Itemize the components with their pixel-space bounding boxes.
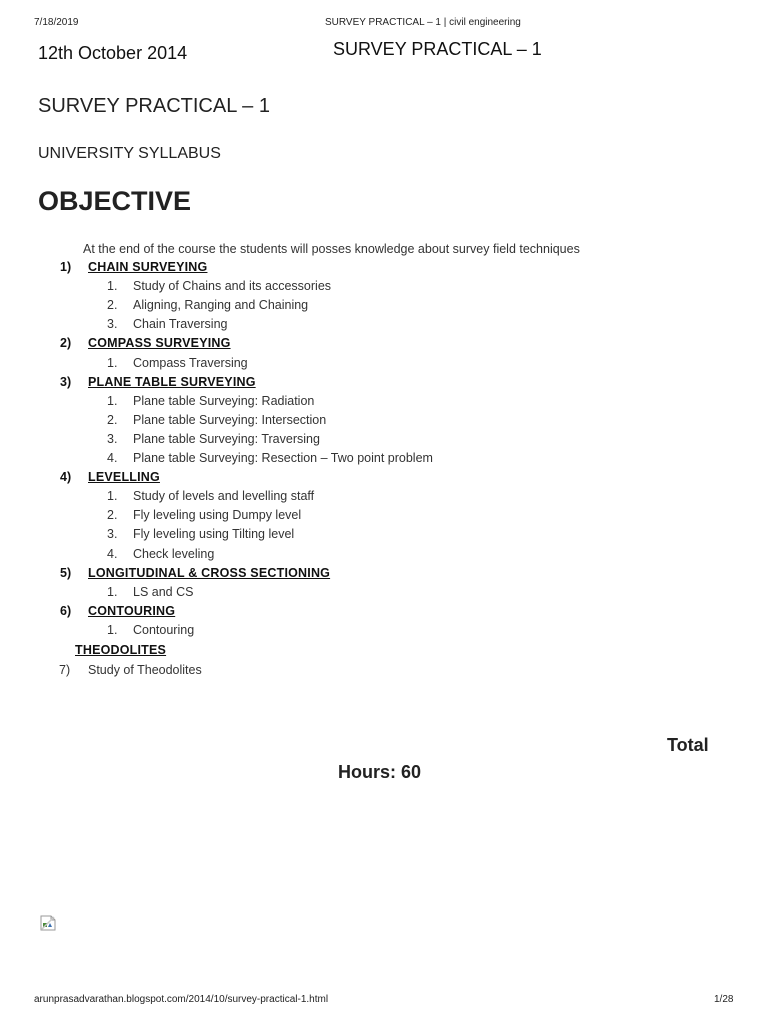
section-title: PLANE TABLE SURVEYING	[88, 374, 256, 389]
subitem-number: 1.	[107, 489, 118, 504]
section-title: CONTOURING	[88, 603, 176, 618]
subitem-number: 4.	[107, 546, 118, 561]
objective-heading: OBJECTIVE	[38, 186, 192, 216]
subitem-number: 1.	[107, 355, 118, 370]
section-number: 1)	[60, 260, 72, 274]
subitem-text: Fly leveling using Dumpy level	[133, 508, 302, 523]
section-number: 2)	[60, 336, 72, 351]
post-date: 12th October 2014	[38, 43, 188, 63]
subitem-number: 2.	[107, 508, 118, 523]
subitem-text: Plane table Surveying: Radiation	[133, 393, 315, 408]
theodolites-item: Study of Theodolites	[88, 663, 202, 677]
theodolites-heading: THEODOLITES	[75, 643, 167, 657]
subitem-text: Aligning, Ranging and Chaining	[133, 298, 309, 313]
subitem-number: 2.	[107, 298, 118, 313]
page-subtitle: UNIVERSITY SYLLABUS	[38, 145, 221, 162]
subitem-number: 4.	[107, 451, 118, 465]
subitem-number: 2.	[107, 412, 118, 427]
subitem-text: Plane table Surveying: Resection – Two point problem	[133, 451, 433, 465]
subitem-number: 1.	[107, 584, 118, 599]
footer-page-number: 1/28	[714, 994, 734, 1005]
print-title: SURVEY PRACTICAL – 1 | civil engineering	[325, 17, 521, 28]
subitem-number: 3.	[107, 431, 118, 446]
section-title: COMPASS SURVEYING	[88, 336, 231, 351]
section-number: 3)	[60, 374, 72, 389]
subitem-text: Contouring	[133, 622, 195, 637]
subitem-number: 1.	[107, 393, 118, 408]
subitem-text: Check leveling	[133, 546, 215, 561]
post-top-title: SURVEY PRACTICAL – 1	[333, 39, 542, 59]
section-title: LONGITUDINAL & CROSS SECTIONING	[88, 565, 331, 580]
section-number: 5)	[60, 565, 72, 580]
subitem-number: 1.	[107, 279, 118, 294]
subitem-text: Study of levels and levelling staff	[133, 489, 315, 504]
print-date: 7/18/2019	[34, 17, 79, 28]
page-title: SURVEY PRACTICAL – 1	[38, 95, 270, 117]
theodolites-number: 7)	[59, 663, 71, 677]
subitem-text: LS and CS	[133, 584, 194, 599]
subitem-text: Study of Chains and its accessories	[133, 279, 332, 294]
objective-intro: At the end of the course the students will posses knowledge about survey field techniques	[83, 242, 580, 256]
subitem-text: Chain Traversing	[133, 317, 228, 332]
subitem-text: Plane table Surveying: Traversing	[133, 431, 320, 446]
section-title: CHAIN SURVEYING	[88, 260, 208, 274]
broken-image-icon	[40, 915, 56, 931]
section-number: 6)	[60, 603, 72, 618]
total-hours: Hours: 60	[338, 762, 422, 782]
footer-url[interactable]: arunprasadvarathan.blogspot.com/2014/10/survey-practical-1.html	[34, 994, 329, 1005]
subitem-text: Plane table Surveying: Intersection	[133, 412, 327, 427]
section-number: 4)	[60, 470, 72, 485]
total-label: Total	[667, 735, 709, 755]
subitem-text: Compass Traversing	[133, 355, 248, 370]
subitem-number: 3.	[107, 527, 118, 542]
subitem-number: 1.	[107, 622, 118, 637]
subitem-number: 3.	[107, 317, 118, 332]
subitem-text: Fly leveling using Tilting level	[133, 527, 295, 542]
section-title: LEVELLING	[88, 470, 160, 485]
